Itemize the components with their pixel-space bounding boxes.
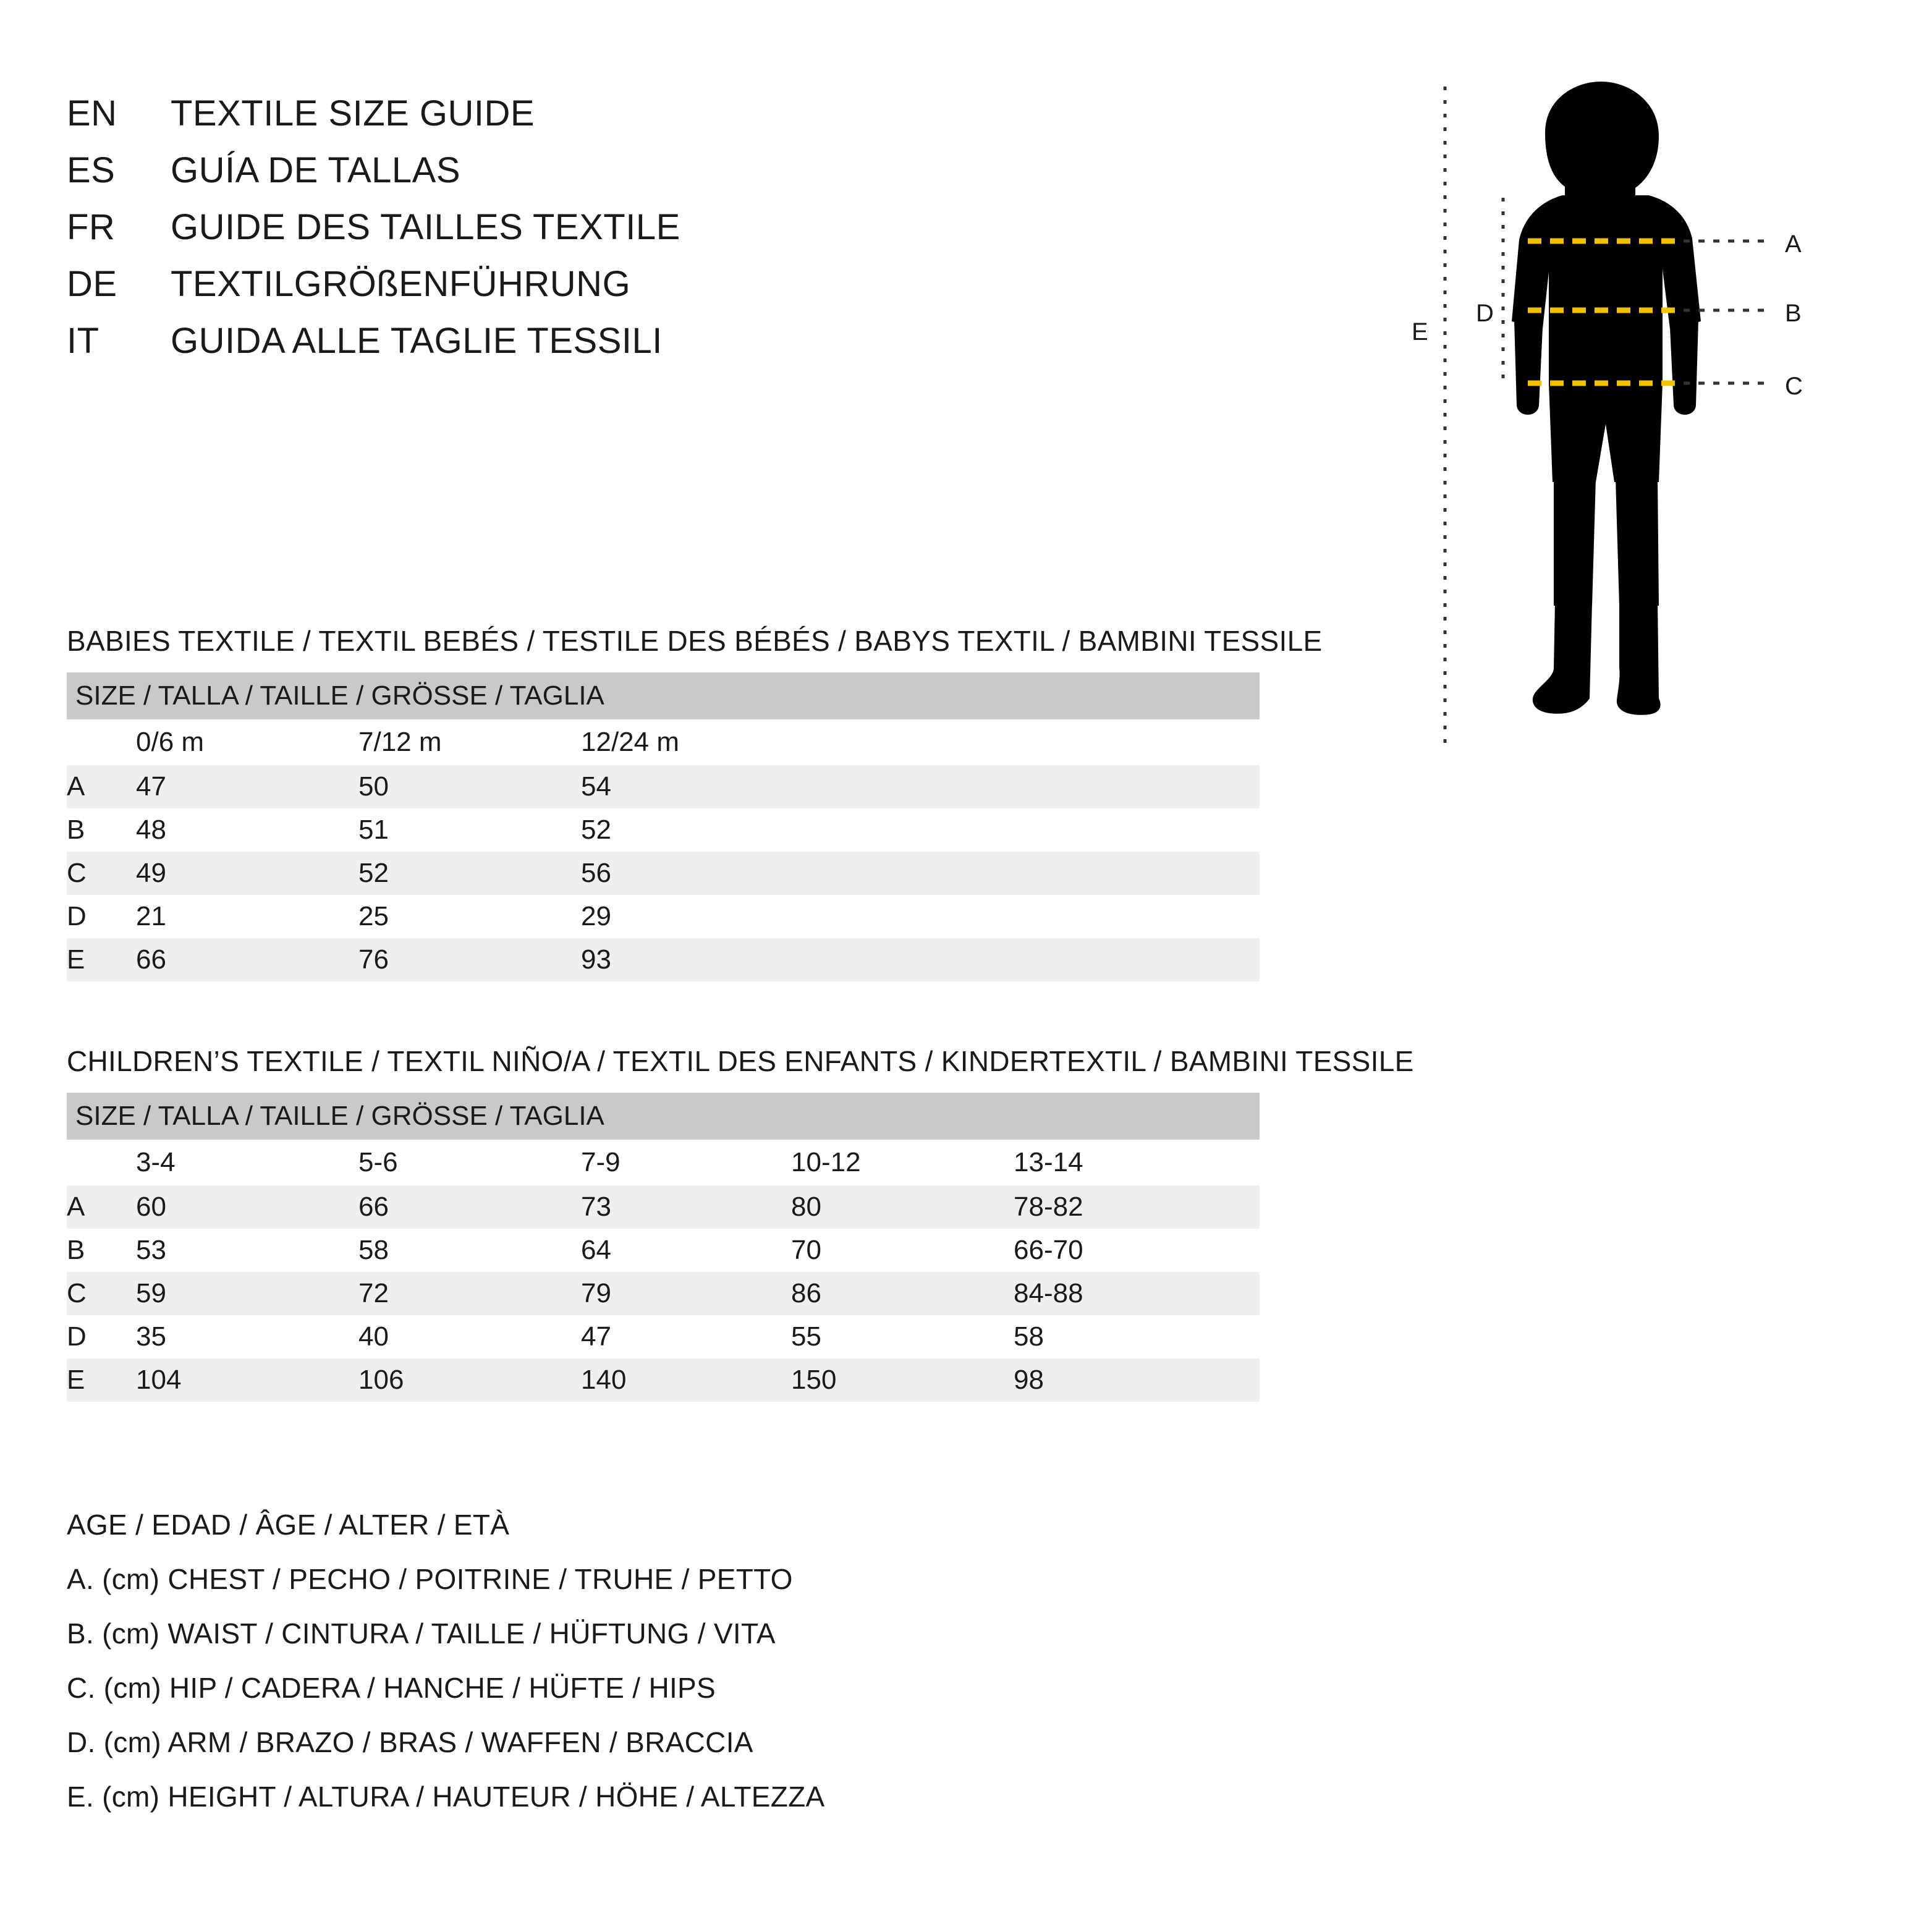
table-column-row	[67, 1140, 1260, 1185]
cell-value: 140	[581, 1358, 791, 1402]
language-row	[67, 263, 680, 320]
language-code: FR	[67, 207, 116, 247]
corner-cell	[67, 719, 136, 765]
table-row	[67, 1358, 1260, 1402]
cell-value: 54	[581, 765, 803, 808]
table-row	[67, 765, 1260, 808]
row-label: D	[67, 1315, 136, 1358]
table-head-row	[67, 672, 1260, 719]
cell-value: 73	[581, 1185, 791, 1229]
cell-value: 58	[358, 1229, 581, 1272]
table-row	[67, 1229, 1260, 1272]
cell-value: 52	[358, 852, 581, 895]
empty-cell	[803, 938, 1260, 981]
empty-cell	[803, 895, 1260, 938]
measurement-legend	[67, 1508, 825, 1834]
language-title: TEXTILGRÖßENFÜHRUNG	[171, 264, 631, 304]
row-label: C	[67, 1272, 136, 1315]
cell-value: 60	[136, 1185, 358, 1229]
language-code: EN	[67, 93, 117, 133]
language-row	[67, 93, 680, 150]
language-title: GUIDA ALLE TAGLIE TESSILI	[171, 321, 663, 361]
language-code: IT	[67, 321, 100, 361]
cell-value: 49	[136, 852, 358, 895]
column-header: 7/12 m	[358, 719, 581, 765]
legend-line-chest: A. (cm) CHEST / PECHO / POITRINE / TRUHE / PETTO	[67, 1563, 793, 1595]
cell-value: 35	[136, 1315, 358, 1358]
children-table-heading: SIZE / TALLA / TAILLE / GRÖSSE / TAGLIA	[67, 1093, 1260, 1140]
cell-value: 47	[136, 765, 358, 808]
marker-label-b: B	[1785, 300, 1802, 327]
cell-value: 98	[1014, 1358, 1260, 1402]
column-header: 3-4	[136, 1140, 358, 1185]
cell-value: 29	[581, 895, 803, 938]
row-label: B	[67, 808, 136, 852]
babies-section	[67, 624, 1323, 981]
cell-value: 21	[136, 895, 358, 938]
empty-cell	[803, 765, 1260, 808]
table-row	[67, 1185, 1260, 1229]
legend-line-hip: C. (cm) HIP / CADERA / HANCHE / HÜFTE / HIPS	[67, 1672, 716, 1704]
table-column-row	[67, 719, 1260, 765]
legend-line-height: E. (cm) HEIGHT / ALTURA / HAUTEUR / HÖHE / ALTEZZA	[67, 1781, 825, 1813]
row-label: D	[67, 895, 136, 938]
row-label: E	[67, 938, 136, 981]
cell-value: 106	[358, 1358, 581, 1402]
cell-value: 51	[358, 808, 581, 852]
cell-value: 52	[581, 808, 803, 852]
language-code: DE	[67, 264, 117, 304]
corner-cell	[67, 1140, 136, 1185]
cell-value: 25	[358, 895, 581, 938]
cell-value: 84-88	[1014, 1272, 1260, 1315]
table-head-row	[67, 1093, 1260, 1140]
cell-value: 64	[581, 1229, 791, 1272]
cell-value: 93	[581, 938, 803, 981]
cell-value: 150	[791, 1358, 1014, 1402]
babies-table-heading: SIZE / TALLA / TAILLE / GRÖSSE / TAGLIA	[67, 672, 1260, 719]
table-row	[67, 938, 1260, 981]
table-row	[67, 1315, 1260, 1358]
cell-value: 48	[136, 808, 358, 852]
children-section-title: CHILDREN’S TEXTILE / TEXTIL NIÑO/A / TEXTIL DES ENFANTS / KINDERTEXTIL / BAMBINI TESSILE	[67, 1045, 1414, 1077]
empty-cell	[803, 808, 1260, 852]
cell-value: 70	[791, 1229, 1014, 1272]
column-header: 12/24 m	[581, 719, 803, 765]
legend-line-waist: B. (cm) WAIST / CINTURA / TAILLE / HÜFTUNG / VITA	[67, 1617, 776, 1650]
cell-value: 66	[358, 1185, 581, 1229]
language-title-block	[67, 93, 680, 377]
children-section	[67, 1044, 1414, 1402]
table-row	[67, 852, 1260, 895]
empty-cell	[803, 852, 1260, 895]
language-title: GUIDE DES TAILLES TEXTILE	[171, 207, 680, 247]
marker-label-d: D	[1476, 300, 1494, 327]
language-row	[67, 320, 680, 377]
column-header: 5-6	[358, 1140, 581, 1185]
cell-value: 40	[358, 1315, 581, 1358]
language-code: ES	[67, 150, 116, 190]
cell-value: 86	[791, 1272, 1014, 1315]
table-row	[67, 808, 1260, 852]
measurement-diagram	[1397, 74, 1891, 760]
cell-value: 66	[136, 938, 358, 981]
language-title: GUÍA DE TALLAS	[171, 150, 461, 190]
empty-cell	[803, 719, 1260, 765]
row-label: E	[67, 1358, 136, 1402]
column-header: 7-9	[581, 1140, 791, 1185]
cell-value: 53	[136, 1229, 358, 1272]
cell-value: 47	[581, 1315, 791, 1358]
language-title: TEXTILE SIZE GUIDE	[171, 93, 535, 133]
row-label: C	[67, 852, 136, 895]
row-label: A	[67, 765, 136, 808]
cell-value: 66-70	[1014, 1229, 1260, 1272]
silhouette-body	[1512, 82, 1701, 715]
cell-value: 50	[358, 765, 581, 808]
marker-label-c: C	[1785, 373, 1803, 400]
cell-value: 59	[136, 1272, 358, 1315]
cell-value: 79	[581, 1272, 791, 1315]
cell-value: 72	[358, 1272, 581, 1315]
cell-value: 80	[791, 1185, 1014, 1229]
babies-section-title: BABIES TEXTILE / TEXTIL BEBÉS / TESTILE DES BÉBÉS / BABYS TEXTIL / BAMBINI TESSILE	[67, 625, 1323, 657]
marker-label-a: A	[1785, 231, 1802, 258]
child-silhouette-svg	[1397, 74, 1891, 760]
babies-size-table	[67, 672, 1260, 981]
legend-line-age: AGE / EDAD / ÂGE / ALTER / ETÀ	[67, 1509, 510, 1541]
column-header: 0/6 m	[136, 719, 358, 765]
cell-value: 55	[791, 1315, 1014, 1358]
row-label: A	[67, 1185, 136, 1229]
table-row	[67, 895, 1260, 938]
language-row	[67, 206, 680, 263]
cell-value: 104	[136, 1358, 358, 1402]
cell-value: 56	[581, 852, 803, 895]
cell-value: 58	[1014, 1315, 1260, 1358]
row-label: B	[67, 1229, 136, 1272]
column-header: 10-12	[791, 1140, 1014, 1185]
marker-label-e: E	[1412, 318, 1428, 345]
cell-value: 78-82	[1014, 1185, 1260, 1229]
table-row	[67, 1272, 1260, 1315]
legend-line-arm: D. (cm) ARM / BRAZO / BRAS / WAFFEN / BRACCIA	[67, 1726, 753, 1758]
column-header: 13-14	[1014, 1140, 1260, 1185]
cell-value: 76	[358, 938, 581, 981]
children-size-table	[67, 1093, 1260, 1402]
language-row	[67, 150, 680, 206]
